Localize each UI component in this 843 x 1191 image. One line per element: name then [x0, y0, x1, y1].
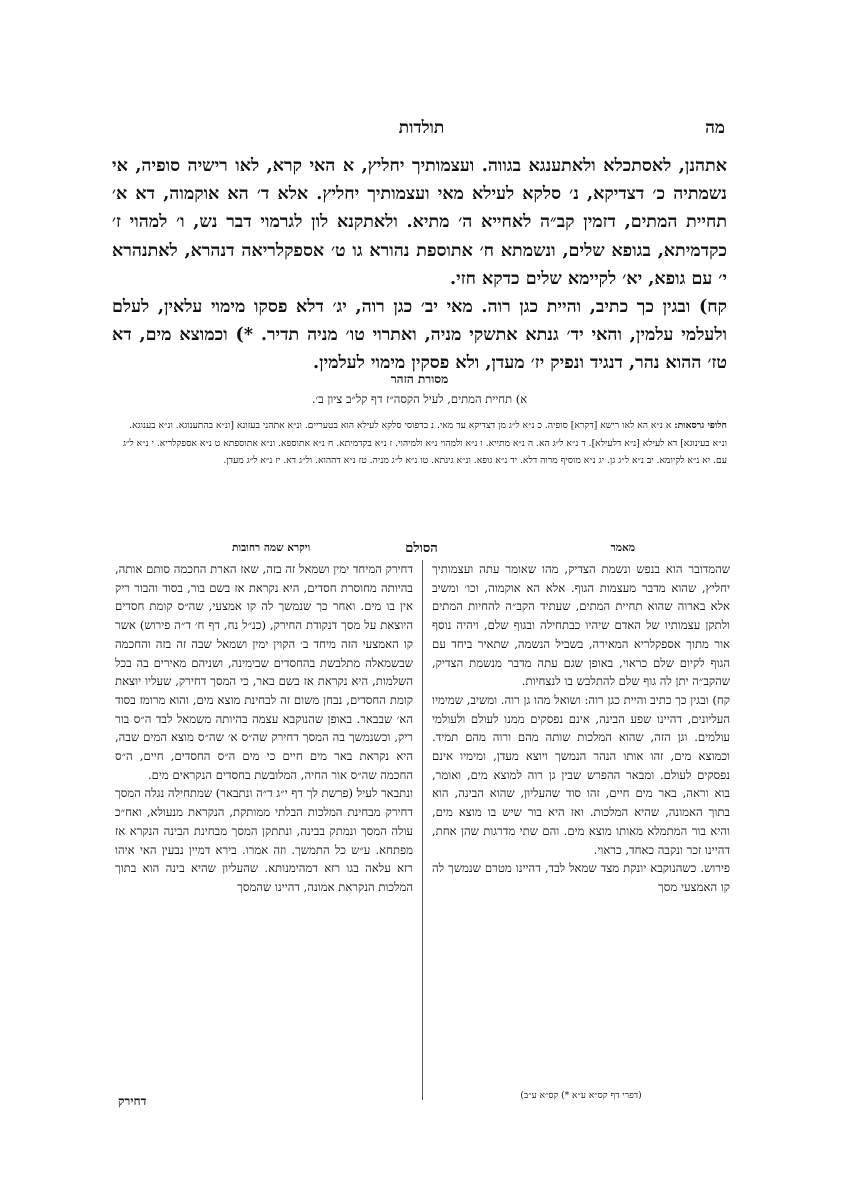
main-text-block	[112, 152, 727, 378]
page-header-title: תולדות	[398, 118, 445, 138]
catchword: דחירק	[118, 1094, 147, 1108]
commentary-paragraph: פירוש. כשהנוקבא יונקת מצד שמאל לבד, דהיינו מטרם שנמשך לה קו האמצעי מסך	[432, 861, 730, 894]
commentary-title: הסולם	[405, 541, 438, 556]
masoret-title: מסורת הזהר	[390, 372, 449, 386]
column-head-right: מאמר	[610, 542, 635, 554]
commentary-paragraph: ונתבאר לעיל (פרשת לך דף י״ג ד״ה ונתבאר) שמתחילה נגלה המסך דחירק מבחינת המלכות הבלתי ממותקת, הנקראת מנעולא, ואח״כ עולה המסך ונמתק בבינה, ונתתקן המסך מבחינת הבינה הנקרא אז מפתחא. ע״ש כל התמשך. וזה אמרו. בירא דמיין נבעין האי איהו רזא עלאה בגו רזא דמהימנותא. שהעליון שהיא בינה הוא בתוך המלכות הנקראת אמונה, דהיינו שהמסך	[115, 786, 413, 894]
commentary-paragraph: שהמדובר הוא בנפש ונשמת הצדיק, מהו שאומר עתה ועצמותיך יחליץ, שהוא מדבר מעצמות הגוף. אלא הא אוקמוה, וכו׳ ומשיב אלא בארוה שהוא תחיית המתים, שעתיד הקב״ה להחיות המתים ולתקן עצמותיו של האדם שיהיו כבתחילה ובגוף שלם, ויהיה נוסף אור מתוך אספקלריא המאירה, בשביל הנשמה, שתאיר ביחד עם הגוף לקיום שלם כראוי, באופן שגם עתה מדבר מנשמת הצדיק, שהקב״ה יתן לה גוף שלם להתלבש בו לנצחיות.	[432, 562, 730, 689]
variant-readings	[112, 417, 727, 470]
page-number: מה	[705, 118, 725, 138]
variant-readings-label: חלופי גרסאות:	[674, 420, 727, 431]
variant-readings-text: ﬡ נ״א הא לאו רישא [דקרא] סופיה. כ נ״א ל״ג מן דצדיקא עד מאי. נ בדפוסי סלקא לעילא הוא בטעריים. ונ״א אתהני בעזונא [ונ״א בהתענוגא. ונ״א בענוגא. ונ״א בעינוגא] דא לעילא [נ״א דלעילא]. ד נ״א ל״ג הא. ה נ״א מתייא. ו נ״א ולמהוי נ״א ולמיהוי. ז נ״א בקדמיתא. ח נ״א אתוספא. ונ״א אתוספתא ט נ״א אספקלריא. י נ״א ל״ג עם. יא נ״א לקיומא. יב נ״א ל״ג גן. יג נ״א מוסיף מרוה דלא. יד נ״א גופא. ונ״א גינתא. טו נ״א ל״ג מניה. טז נ״א דההוא. ול״ג דא. יז נ״א ל״ג מעדן.	[122, 420, 727, 466]
column-head-left: ויקרא שמה רחובות	[232, 542, 311, 554]
main-paragraph: קח) ובגין כך כתיב, והיית כגן רוה. מאי יב׳ כגן רוה, יג׳ דלא פסקו מימוי עלאין, לעלם ולעלמי עלמין, והאי יד׳ גנתא אתשקי מניה, ואתרוי טו׳ מניה תדיר. *) וכמוצא מים, דא טז׳ ההוא נהר, דנגיד ונפיק יז׳ מעדן, ולא פסקין מימוי לעלמין.	[112, 297, 727, 374]
footnote-reference: (דפרי דף קס״א ע״א *) קס״א ע״ב)	[520, 1091, 642, 1101]
main-paragraph: אתהנן, לאסתכלא ולאתענגא בגווה. ועצמותיך יחליץ, ﬡ האי קרא, לאו רישיה סופיה, אי נשמתיה כ׳ דצדיקא, נ׳ סלקא לעילא מאי ועצמותיך יחליץ. אלא ד׳ הא אוקמוה, דא א׳ תחיית המתים, דזמין קב״ה לאחייא ה׳ מתיא. ולאתקנא לון לגרמוי דבר נש, ו׳ למהוי ז׳ כקדמיתא, בגופא שלים, ונשמתא ח׳ אתוספת נהורא גו ט׳ אספקלריאה דנהרא, לאתנהרא י׳ עם גופא, יא׳ לקיימא שלים כדקא חזי.	[112, 156, 727, 289]
variant-readings-paragraph	[112, 417, 727, 470]
column-divider	[422, 560, 423, 1100]
commentary-paragraph: דחירק המיחד ימין ושמאל זה בזה, שאז הארת החכמה סותם אותה, בהיותה מחוסרת חסדים, היא נקראת אז בשם בור, בסוד והבור ריק אין בו מים. ואחר כך שנמשך לה קו אמצעי, שה״ס קומת חסדים היוצאת על מסך דנקודת החירק, (כנ״ל נח, דף ח׳ ד״ה פירוש) אשר קו האמצעי הזה מיחד ב׳ הקוין ימין ושמאל שבה זה בזה והחכמה שבשמאלה מתלבשת בהחסדים שבימינה, ושניהם מאירים בה בכל השלמות, היא נקראת אז בשם באר, כי המסך דחירק, שעליו יוצאת קומת החסדים, נבחן משום זה לבחינת מוצא מים, והוא מרומז בסוד הא׳ שבבאר. באופן שהנוקבא עצמה בהיותה משמאל לבד ה״ס בור ריק, וכשנמשך בה המסך דחירק שה״ס א׳ שה״ס מוצא המים שבה, היא נקראת באר מים חיים כי מים ה״ס החסדים, חיים, ה״ס החכמה שה״ס אור החיה, המלובשת בחסדים הנקראים מים.	[115, 562, 413, 782]
masoret-reference: א) תחיית המתים, לעיל הקסה״ז דף קל״ב ציון ב׳.	[311, 392, 528, 406]
commentary-column-left	[115, 560, 413, 897]
commentary-column-right	[432, 560, 730, 897]
commentary-paragraph: קח) ובגין כך כתיב והיית כגן רוה: ושואל מהו גן רוה. ומשיב, שמימיו העליונים, דהיינו שפע הבינה, אינם נפסקים ממנו לעולם ולעולמי עולמים. וגן הזה, שהוא המלכות שותה מהם ורוה מהם תמיד. וכמוצא מים, זהו אותו הנהר הנמשך ויוצא מעדן, ומימיו אינם נפסקים לעולם. ומבאר ההפרש שבין גן רוה למוצא מים, ואומר, בוא וראה, באר מים חיים, זהו סוד שהעליון, שהוא הבינה, הוא בתוך האמונה, שהיא המלכות. ואז היא בור שיש בו מוצא מים, והיא בור המתמלא מאותו מוצא מים. והם שתי מדרגות שהן אחת, דהיינו זכר ונקבה כאחד, כראוי.	[432, 692, 730, 857]
